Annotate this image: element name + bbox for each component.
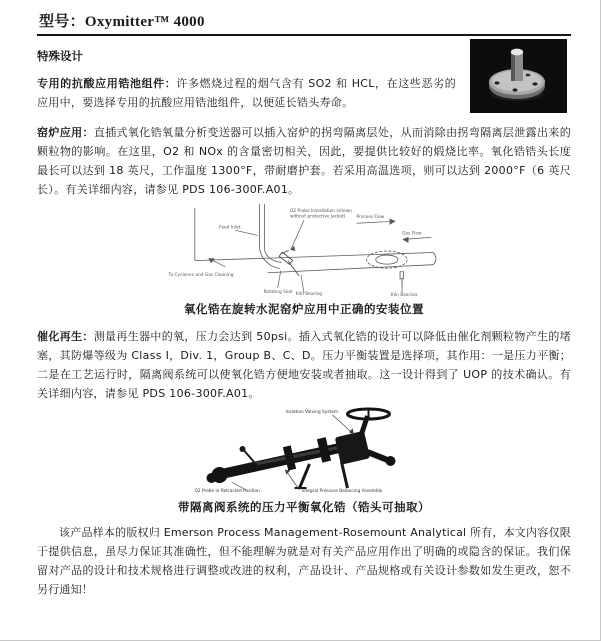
probe-stem-shade xyxy=(511,52,515,81)
page-header xyxy=(37,10,571,36)
label-probe-installation-line1: O2 Probe Installation (shown xyxy=(289,208,353,214)
paragraph-acid-label: 专用的抗酸应用锆池组件： xyxy=(37,77,177,90)
label-isolation-valving-system: Isolation Valving System xyxy=(285,409,339,415)
label-rotating-seal: Rotating Seal xyxy=(263,289,293,295)
figure-kiln-diagram xyxy=(37,202,571,317)
page-title: 型号：Oxymitter™ 4000 xyxy=(39,14,205,30)
valve-photo-image xyxy=(190,406,418,494)
label-to-cyclones: To Cyclones and Gas Cleaning xyxy=(168,272,234,278)
paragraph-kiln-application xyxy=(37,123,571,200)
label-pressure-balancing-assembly: Integral Pressure Balancing Assembly xyxy=(301,488,383,494)
flange-photo-image xyxy=(470,39,567,113)
rotating-seal-gear xyxy=(367,251,407,287)
paragraph-catalytic-label: 催化再生： xyxy=(37,329,94,343)
section-heading: 特殊设计 xyxy=(37,49,83,63)
paragraph-acid-text: 许多燃烧过程的烟气含有 SO2 和 HCL，在这些恶劣的应用中，要选择专用的抗酸应用锆池组件，以便延长锆头寿命。 xyxy=(37,77,456,110)
label-kiln-bearing-right: Kiln Bearing xyxy=(390,292,418,296)
label-feed-inlet: Feed Inlet xyxy=(219,224,241,230)
figure-valve-photo xyxy=(37,406,571,515)
bolt-hole xyxy=(512,88,517,91)
kiln-diagram-image xyxy=(166,202,442,296)
label-kiln-bearing-left: Kiln Bearing xyxy=(295,291,323,296)
zirconia-cell-photo xyxy=(470,39,567,113)
kiln-diagram-caption: 氧化锆在旋转水泥窑炉应用中正确的安装位置 xyxy=(184,301,424,316)
valve-photo-caption: 带隔离阀系统的压力平衡氧化锆（锆头可抽取） xyxy=(178,499,430,514)
paragraph-catalytic-text: 测量再生器中的氧，压力会达到 50psi。插入式氧化锆的设计可以降低由催化剂颗粒物产生的堵塞，其防爆等级为 Class I，Div. 1，Group B、C、D。压力平衡装置是选择项，其作用：一是压力平衡；二是在工艺运行时，隔离阀系统可以使氧化锆方便地安装或者抽取。这一设计得到了 UOP 的技术确认。有关详细内容，请参见 PDS 106-300F.A01。 xyxy=(37,329,572,401)
probe-stem-top xyxy=(511,49,523,56)
bolt-hole xyxy=(526,74,531,77)
label-probe-retracted: O2 Probe in Retracted Position xyxy=(194,488,260,494)
copyright-disclaimer: 该产品样本的版权归 Emerson Process Management-Rosemount Analytical 所有，本文内容仅限于提供信息，虽尽力保证其准确性，但不能理解为就是对有关产品应用作出了明确的或隐含的保证。我们保留对产品的设计和技术规格进行调整或改进的权利，产品设计、产品规格或有关设计参数如发生更改，恕不另行通知！ xyxy=(37,525,571,597)
label-probe-installation-line2: without protective jacket) xyxy=(289,214,346,220)
bolt-hole xyxy=(532,82,537,85)
label-process-flow: Process Flow xyxy=(356,214,385,220)
paragraph-catalytic-regeneration xyxy=(37,327,571,404)
paragraph-kiln-text: 直插式氧化锆氧量分析变送器可以插入窑炉的拐弯隔离层处，从而消除由拐弯隔离层泄露出来的颗粒物的影响。在这里，O2 和 NOx 的含量密切相关，因此，要提供比较好的煅烧比率。氧化锆锆头长度最长可以达到 18 英尺，工作温度 1300°F，带耐磨护套。若采用高温选项，则可以达到 2000°F（6 英尺长）。有关详细内容，请参见 PDS 106-300F.A01。 xyxy=(37,125,572,197)
paragraph-kiln-label: 窑炉应用： xyxy=(37,125,94,139)
bolt-hole xyxy=(494,81,499,84)
label-gas-flow: Gas Flow xyxy=(402,230,422,236)
